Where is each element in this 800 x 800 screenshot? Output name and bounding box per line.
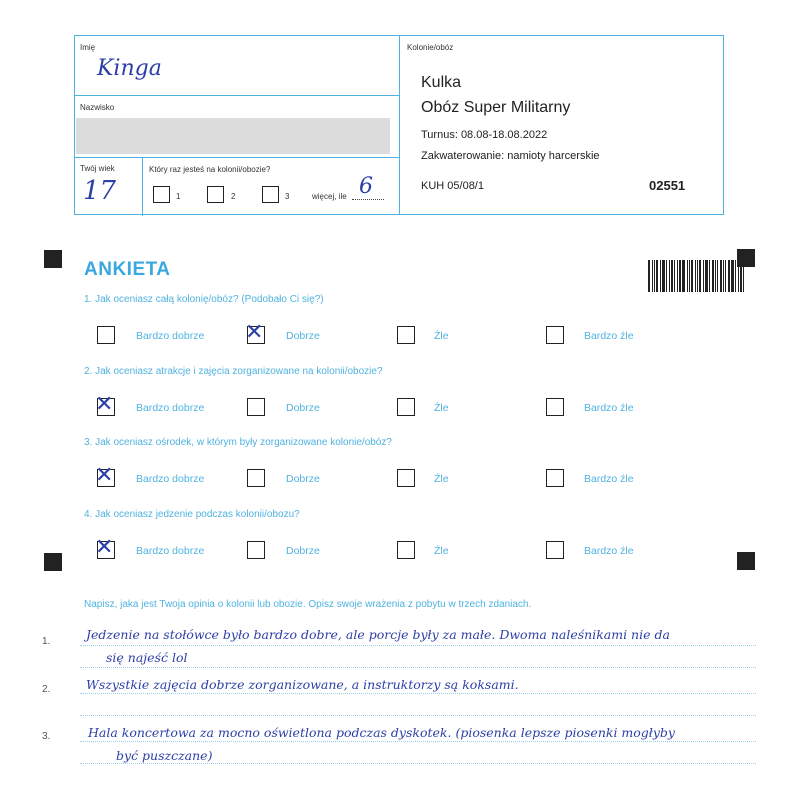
opinion-prompt: Napisz, jaka jest Twoja opinia o kolonii lub obozie. Opisz swoje wrażenia z pobytu w trzech zdaniach. bbox=[84, 599, 532, 610]
answer-line bbox=[80, 667, 756, 668]
turnus: Turnus: 08.08-18.08.2022 bbox=[421, 129, 548, 141]
question-1-option-4-checkbox[interactable] bbox=[546, 326, 564, 344]
question-2-option-1-checkbox[interactable] bbox=[95, 392, 115, 417]
barcode-bar bbox=[695, 260, 696, 292]
barcode-bar bbox=[740, 260, 742, 292]
question-3-option-3-label: Źle bbox=[434, 473, 449, 485]
barcode-bar bbox=[705, 260, 708, 292]
barcode-bar bbox=[738, 260, 739, 292]
barcode-bar bbox=[703, 260, 704, 292]
question-4-option-3-label: Źle bbox=[434, 545, 449, 557]
question-4-option-4-checkbox[interactable] bbox=[546, 541, 564, 559]
barcode-bar bbox=[689, 260, 690, 292]
barcode-bar bbox=[715, 260, 716, 292]
visit-2-label: 2 bbox=[231, 192, 236, 201]
question-2-option-3-checkbox[interactable] bbox=[397, 398, 415, 416]
answer-line bbox=[80, 715, 756, 716]
answer-1-line-2[interactable]: się najeść lol bbox=[106, 650, 188, 665]
imie-label: Imię bbox=[80, 43, 96, 52]
zakwaterowanie: Zakwaterowanie: namioty harcerskie bbox=[421, 150, 600, 162]
answer-line bbox=[80, 645, 756, 646]
barcode-bar bbox=[687, 260, 688, 292]
question-2-option-2-label: Dobrze bbox=[286, 402, 320, 414]
wiecej-value[interactable]: 6 bbox=[359, 174, 373, 199]
barcode-bar bbox=[666, 260, 667, 292]
wiek-value[interactable]: 17 bbox=[83, 176, 117, 206]
registration-marker-bottom-right bbox=[737, 552, 755, 570]
barcode-bar bbox=[656, 260, 658, 292]
redacted-surname bbox=[76, 118, 390, 154]
wiek-label: Twój wiek bbox=[80, 164, 115, 173]
question-3-option-4-checkbox[interactable] bbox=[546, 469, 564, 487]
barcode-bar bbox=[717, 260, 718, 292]
survey-title: ANKIETA bbox=[84, 259, 171, 280]
barcode-bar bbox=[699, 260, 701, 292]
question-1-option-1-checkbox[interactable] bbox=[97, 326, 115, 344]
question-3-option-3-checkbox[interactable] bbox=[397, 469, 415, 487]
barcode-bar bbox=[725, 260, 726, 292]
barcode-bar bbox=[709, 260, 710, 292]
barcode-bar bbox=[671, 260, 673, 292]
question-3-option-4-label: Bardzo źle bbox=[584, 473, 634, 485]
barcode-bar bbox=[720, 260, 722, 292]
question-4-option-1-checkbox[interactable] bbox=[95, 535, 115, 560]
imie-value[interactable]: Kinga bbox=[97, 56, 162, 81]
question-1-option-1-label: Bardzo dobrze bbox=[136, 330, 205, 342]
barcode-bar bbox=[654, 260, 655, 292]
answer-line bbox=[80, 693, 756, 694]
visit-3-checkbox[interactable] bbox=[262, 186, 279, 203]
question-3-option-2-checkbox[interactable] bbox=[247, 469, 265, 487]
barcode-bar bbox=[682, 260, 685, 292]
question-2-option-3-label: Źle bbox=[434, 402, 449, 414]
question-4-option-2-checkbox[interactable] bbox=[247, 541, 265, 559]
barcode-bar bbox=[712, 260, 714, 292]
question-4-text: 4. Jak oceniasz jedzenie podczas kolonii/obozu? bbox=[84, 509, 300, 520]
kolonia-label: Kolonie/obóz bbox=[407, 43, 454, 52]
answer-1-line-1[interactable]: Jedzenie na stołówce było bardzo dobre, ale porcje były za małe. Dwoma naleśnikami nie da bbox=[86, 627, 670, 642]
question-1-option-3-label: Źle bbox=[434, 330, 449, 342]
question-3-option-1-checkbox[interactable] bbox=[95, 463, 115, 488]
question-3-option-1-label: Bardzo dobrze bbox=[136, 473, 205, 485]
barcode-bar bbox=[648, 260, 650, 292]
visit-2-checkbox[interactable] bbox=[207, 186, 224, 203]
barcode-bar bbox=[677, 260, 678, 292]
form-number: 02551 bbox=[649, 178, 686, 193]
ktory-raz-label: Który raz jesteś na kolonii/obozie? bbox=[149, 165, 271, 174]
check-mark-icon: ✕ bbox=[245, 320, 264, 345]
question-1-option-2-checkbox[interactable] bbox=[245, 320, 265, 345]
question-1-option-4-label: Bardzo źle bbox=[584, 330, 634, 342]
question-3-text: 3. Jak oceniasz ośrodek, w którym były zorganizowane kolonie/obóz? bbox=[84, 437, 392, 448]
barcode-bar bbox=[728, 260, 730, 292]
question-4-option-1-label: Bardzo dobrze bbox=[136, 545, 205, 557]
camp-type: Obóz Super Militarny bbox=[421, 99, 571, 116]
check-mark-icon: ✕ bbox=[95, 535, 114, 560]
answer-line bbox=[80, 741, 756, 742]
question-4-option-4-label: Bardzo źle bbox=[584, 545, 634, 557]
barcode-bar bbox=[662, 260, 665, 292]
answer-line bbox=[80, 763, 756, 764]
question-1-option-2-label: Dobrze bbox=[286, 330, 320, 342]
question-2-text: 2. Jak oceniasz atrakcje i zajęcia zorganizowane na kolonii/obozie? bbox=[84, 366, 383, 377]
question-2-option-4-checkbox[interactable] bbox=[546, 398, 564, 416]
question-2-option-2-checkbox[interactable] bbox=[247, 398, 265, 416]
imie-row bbox=[75, 36, 399, 96]
question-2-option-4-label: Bardzo źle bbox=[584, 402, 634, 414]
barcode-bar bbox=[674, 260, 675, 292]
personal-data-section bbox=[75, 36, 400, 214]
age-cell bbox=[75, 158, 143, 216]
visit-3-label: 3 bbox=[285, 192, 290, 201]
camp-name: Kulka bbox=[421, 74, 462, 91]
line-number-1: 1. bbox=[42, 636, 51, 647]
answer-3-line-2[interactable]: być puszczane) bbox=[116, 748, 213, 763]
question-3-option-2-label: Dobrze bbox=[286, 473, 320, 485]
question-2-option-1-label: Bardzo dobrze bbox=[136, 402, 205, 414]
header-form bbox=[74, 35, 724, 215]
question-4-option-3-checkbox[interactable] bbox=[397, 541, 415, 559]
barcode-bar bbox=[743, 260, 744, 292]
registration-marker-bottom-left bbox=[44, 553, 62, 571]
check-mark-icon: ✕ bbox=[95, 463, 114, 488]
question-1-option-3-checkbox[interactable] bbox=[397, 326, 415, 344]
registration-marker-top-left bbox=[44, 250, 62, 268]
line-number-3: 3. bbox=[42, 731, 51, 742]
answer-3-line-1[interactable]: Hala koncertowa za mocno oświetlona podczas dyskotek. (piosenka lepsze piosenki mogłyby bbox=[88, 725, 675, 740]
barcode-bar bbox=[731, 260, 734, 292]
wiecej-underline bbox=[352, 199, 384, 200]
barcode-bar bbox=[735, 260, 736, 292]
barcode-bar bbox=[652, 260, 653, 292]
check-mark-icon: ✕ bbox=[95, 392, 114, 417]
visit-1-label: 1 bbox=[176, 192, 181, 201]
barcode-bar bbox=[691, 260, 693, 292]
camp-code: KUH 05/08/1 bbox=[421, 180, 484, 192]
answer-2[interactable]: Wszystkie zajęcia dobrze zorganizowane, a instruktorzy są koksami. bbox=[86, 677, 519, 692]
barcode bbox=[648, 260, 746, 292]
question-4-option-2-label: Dobrze bbox=[286, 545, 320, 557]
wiecej-label: więcej, ile bbox=[312, 192, 347, 201]
barcode-bar bbox=[697, 260, 698, 292]
barcode-bar bbox=[660, 260, 661, 292]
barcode-bar bbox=[723, 260, 724, 292]
question-1-text: 1. Jak oceniasz całą kolonię/obóz? (Podobało Ci się?) bbox=[84, 294, 324, 305]
barcode-bar bbox=[669, 260, 670, 292]
visit-1-checkbox[interactable] bbox=[153, 186, 170, 203]
nazwisko-label: Nazwisko bbox=[80, 103, 115, 112]
line-number-2: 2. bbox=[42, 684, 51, 695]
barcode-bar bbox=[679, 260, 681, 292]
